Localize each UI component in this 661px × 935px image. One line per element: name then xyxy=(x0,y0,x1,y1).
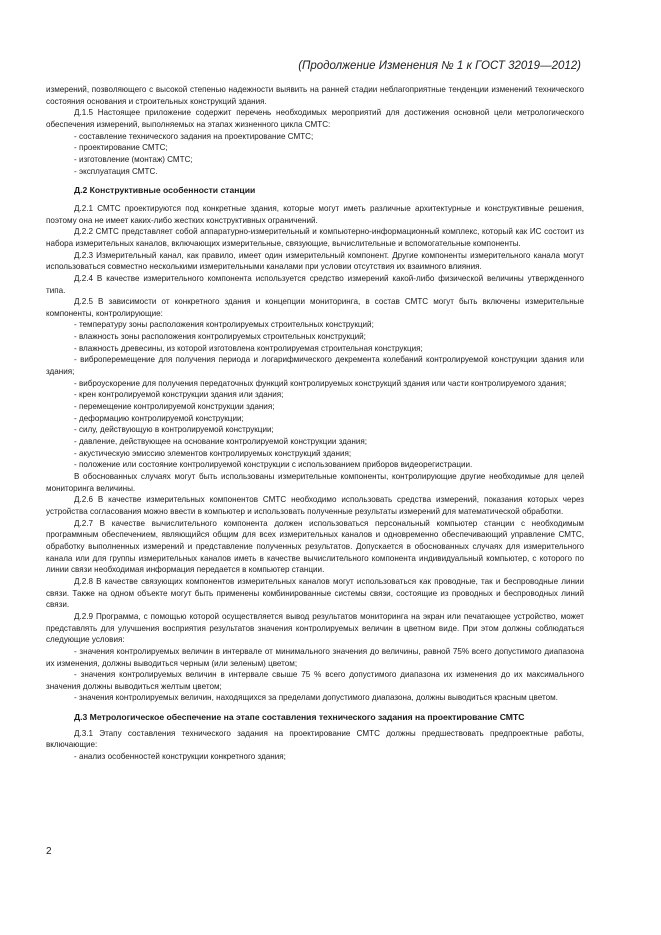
paragraph: измерений, позволяющего с высокой степенью надежности выявить на ранней стадии неблагоприятные тенденции изменений технического состояния основания и строительных конструкций здания. xyxy=(46,85,584,106)
paragraph: Д.2.2 СМТС представляет собой аппаратурно-измерительный и компьютерно-информационный комплекс, который как ИС состоит из набора измерительных каналов, включающих измерительные, связующие, вычислительные и вспомогательные компоненты. xyxy=(46,227,584,248)
list-item: - деформацию контролируемой конструкции; xyxy=(74,413,244,423)
section-heading: Д.2 Конструктивные особенности станции xyxy=(74,185,256,196)
paragraph: - значения контролируемых величин в интервале свыше 75 % всего допустимого диапазона их изменения до их максимального значения должны выводиться желтым цветом; xyxy=(46,670,584,691)
list-item: - эксплуатация СМТС. xyxy=(74,166,158,176)
list-item: - проектирование СМТС; xyxy=(74,143,168,153)
paragraph: Д.2.1 СМТС проектируются под конкретные здания, которые могут иметь различные архитектурные и конструктивные решения, поэтому она не имеет каких-либо жестких конструктивных ограничений. xyxy=(46,203,584,225)
paragraph: Д.2.3 Измерительный канал, как правило, имеет один измерительный компонент. Другие компоненты измерительного канала могут использоваться совместно несколькими измерительными каналами при условии отсутствия их взаимного влияния. xyxy=(46,250,584,272)
paragraph: Д.2.8 В качестве связующих компонентов измерительных каналов могут использоваться как проводные, так и беспроводные линии связи. Также на одном объекте могут быть применены комбинированные системы связи, состоящие из проводных и беспроводных линий связи. xyxy=(46,576,584,610)
paragraph: Д.2.4 В качестве измерительного компонента используется средство измерений какой-либо физической величины утвержденного типа. xyxy=(46,273,584,295)
paragraph: Д.2.6 В качестве измерительных компонентов СМТС необходимо использовать средства измерений, показания которых через устройства согласования можно ввести в компьютер и использовать полученные результаты измерений для математической обработки. xyxy=(46,495,584,516)
section-heading: Д.3 Метрологическое обеспечение на этапе составления технического задания на проектирование СМТС xyxy=(74,712,525,723)
list-item: - акустическую эмиссию элементов контролируемых конструкций здания; xyxy=(74,448,352,458)
list-item: - влажность зоны расположения контролируемых строительных конструкций; xyxy=(74,332,366,342)
paragraph: - виброускорение для получения передаточных функций контролируемых конструкций здания или части контролируемого здания; xyxy=(74,378,567,388)
paragraph: Д.2.7 В качестве вычислительного компонента должен использоваться персональный компьютер станции с необходимым программным обеспечением, являющийся общим для всех измерительных каналов и одновременно обеспечивающий управление СМТС, обработку выполненных измерений и представление полученных результатов. Допускается в обоснованных случаях для измерительного канала или для группы измерительных каналов иметь в качестве вычислительного компонента индивидуальный компьютер, с которого по линии связи необходимая информация передается в компьютер станции. xyxy=(46,518,584,575)
list-item: - изготовление (монтаж) СМТС; xyxy=(74,154,193,164)
paragraph: В обоснованных случаях могут быть использованы измерительные компоненты, контролирующие другие необходимые для целей мониторинга величины. xyxy=(46,472,584,493)
list-item: - анализ особенностей конструкции конкретного здания; xyxy=(74,752,286,762)
list-item: - перемещение контролируемой конструкции здания; xyxy=(74,402,275,412)
page-header: (Продолжение Изменения № 1 к ГОСТ 32019—2012) xyxy=(298,60,581,72)
list-item: - составление технического задания на проектирование СМТС; xyxy=(74,131,314,141)
page-number: 2 xyxy=(46,846,52,857)
paragraph: Д.2.9 Программа, с помощью которой осуществляется вывод результатов мониторинга на экран или печатающее устройство, может представлять для улучшения восприятия результатов значения контролируемых величин в цветном виде. При этом должны соблюдаться следующие условия: xyxy=(46,611,584,645)
list-item: - положение или состояние контролируемой конструкции с использованием приборов видеорегистрации. xyxy=(74,460,473,470)
list-item: - температуру зоны расположения контролируемых строительных конструкций; xyxy=(74,320,374,330)
paragraph: - значения контролируемых величин в интервале от минимального значения до величины, равной 75% всего допустимого диапазона их изменения, должны выводиться черным (или зеленым) цветом; xyxy=(46,646,584,668)
list-item: - влажность древесины, из которой изготовлена контролируемая строительная конструкция; xyxy=(74,343,423,353)
paragraph: Д.3.1 Этапу составления технического задания на проектирование СМТС должны предшествовать предпроектные работы, включающие: xyxy=(46,728,584,750)
list-item: - крен контролируемой конструкции здания или здания; xyxy=(74,390,284,400)
paragraph: Д.1.5 Настоящее приложение содержит перечень необходимых мероприятий для достижения основной цели метрологического обеспечения измерений, выполняемых на этапах жизненного цикла СМТС: xyxy=(46,108,584,129)
list-item: - давление, действующее на основание контролируемой конструкции здания; xyxy=(74,437,367,447)
list-item: - силу, действующую в контролируемой конструкции; xyxy=(74,425,274,435)
paragraph: - виброперемещение для получения периода и логарифмического декремента колебаний контролируемой конструкции здания или здания; xyxy=(46,355,584,377)
paragraph: - значения контролируемых величин, находящихся за пределами допустимого диапазона, должны выводиться красным цветом. xyxy=(74,693,558,703)
paragraph: Д.2.5 В зависимости от конкретного здания и концепции мониторинга, в состав СМТС могут быть включены измерительные компоненты, контролирующие: xyxy=(46,297,584,318)
document-body xyxy=(46,84,584,763)
